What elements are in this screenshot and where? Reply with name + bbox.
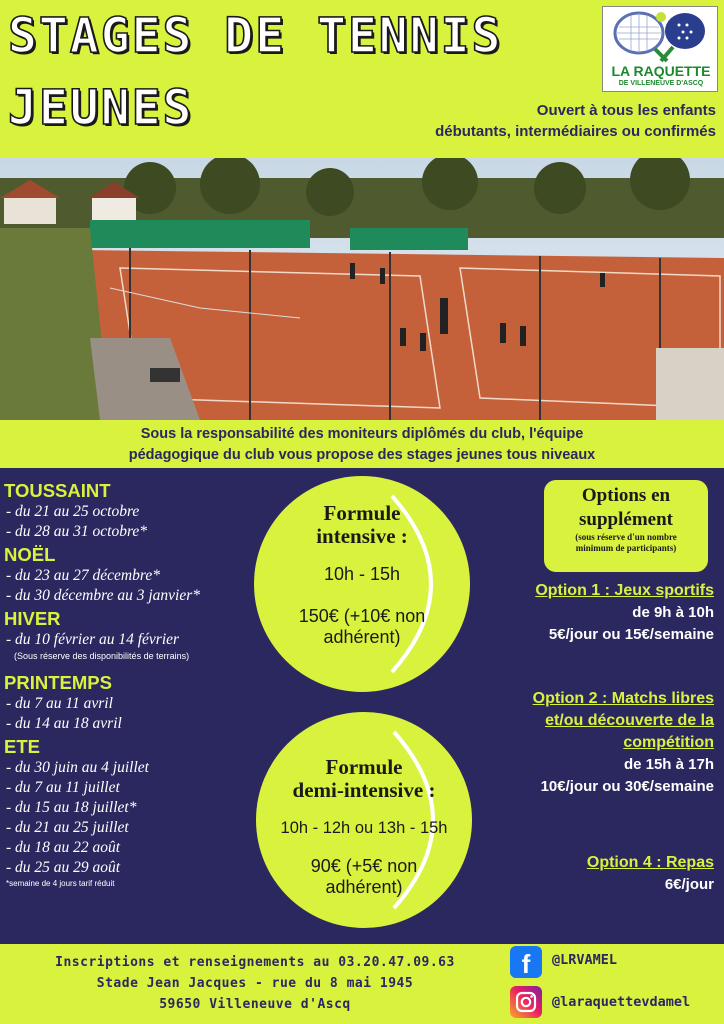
footer-line2: Stade Jean Jacques - rue du 8 mai 1945 bbox=[96, 976, 414, 991]
racket-icon bbox=[603, 7, 719, 63]
formula-intensive-title1: Formule bbox=[323, 501, 401, 525]
date-item: - du 15 au 18 juillet* bbox=[6, 799, 137, 816]
formula-semi-hours: 10h - 12h ou 13h - 15h bbox=[280, 819, 448, 837]
club-logo bbox=[602, 6, 718, 92]
dates-footnote: *semaine de 4 jours tarif réduit bbox=[6, 879, 115, 888]
option-1-price: 5€/jour ou 15€/semaine bbox=[548, 626, 714, 643]
date-item: - du 7 au 11 juillet bbox=[6, 779, 120, 796]
date-item: - du 23 au 27 décembre* bbox=[6, 567, 160, 584]
option-1 bbox=[535, 580, 714, 646]
season-noel: NOËL bbox=[4, 544, 56, 565]
option-4-price: 6€/jour bbox=[664, 876, 714, 893]
date-item: - du 14 au 18 avril bbox=[6, 715, 122, 732]
intro-line1: Sous la responsabilité des moniteurs diplômés du club, l'équipe bbox=[140, 426, 584, 442]
option-2-hours: de 15h à 17h bbox=[623, 756, 714, 773]
date-item: - du 30 juin au 4 juillet bbox=[6, 759, 149, 776]
formula-semi-price2: adhérent) bbox=[325, 877, 403, 897]
dates-column bbox=[4, 478, 294, 890]
formula-semi-title2: demi-intensive : bbox=[292, 778, 436, 802]
date-item: - du 25 au 29 août bbox=[6, 859, 121, 876]
date-item: - du 21 au 25 juillet bbox=[6, 819, 129, 836]
intro-band bbox=[0, 420, 724, 468]
option-2-heading1: Option 2 : Matchs libres bbox=[532, 690, 714, 707]
option-2-heading3: compétition bbox=[623, 734, 714, 751]
options-note-line2: minimum de participants) bbox=[575, 543, 677, 553]
logo-name: LA RAQUETTE bbox=[611, 63, 711, 79]
season-ete: ETE bbox=[4, 736, 40, 757]
date-item: - du 10 février au 14 février bbox=[6, 631, 180, 648]
options-title-line2: supplément bbox=[579, 509, 673, 530]
options-title bbox=[544, 480, 708, 532]
option-1-hours: de 9h à 10h bbox=[632, 604, 714, 621]
options-note-line1: (sous réserve d'un nombre bbox=[575, 532, 677, 542]
date-item: - du 21 au 25 octobre bbox=[6, 503, 140, 520]
footer-band bbox=[0, 944, 724, 1024]
season-printemps: PRINTEMPS bbox=[4, 672, 112, 693]
option-1-heading: Option 1 : Jeux sportifs bbox=[535, 582, 714, 599]
option-4-heading: Option 4 : Repas bbox=[586, 854, 714, 871]
footer-line1: Inscriptions et renseignements au 03.20.47.09.63 bbox=[55, 955, 455, 970]
hiver-note: (Sous réserve des disponibilités de terrains) bbox=[14, 651, 190, 661]
logo-subtitle: DE VILLENEUVE D'ASCQ bbox=[618, 80, 704, 87]
option-2-heading2: et/ou découverte de la bbox=[545, 712, 714, 729]
formula-intensive-ball bbox=[254, 476, 470, 692]
instagram-icon[interactable] bbox=[510, 986, 542, 1018]
page-title-line2: JEUNES bbox=[8, 80, 194, 136]
tennis-courts-photo bbox=[0, 158, 724, 420]
season-hiver: HIVER bbox=[4, 608, 61, 629]
option-4 bbox=[587, 852, 714, 896]
formula-semi-title1: Formule bbox=[325, 755, 403, 779]
formula-semi-price1: 90€ (+5€ non bbox=[310, 856, 418, 876]
date-item: - du 28 au 31 octobre* bbox=[6, 523, 148, 540]
tagline-line1: Ouvert à tous les enfants bbox=[536, 102, 716, 119]
options-box bbox=[544, 480, 708, 572]
formula-intensive-price2: adhérent) bbox=[323, 627, 401, 647]
page-title-line1: STAGES DE TENNIS bbox=[8, 8, 503, 64]
options-note bbox=[544, 532, 708, 554]
options-title-line1: Options en bbox=[581, 485, 671, 506]
season-toussaint: TOUSSAINT bbox=[4, 480, 111, 501]
footer-line3: 59650 Villeneuve d'Ascq bbox=[159, 997, 351, 1012]
footer-contact bbox=[12, 952, 498, 1015]
tagline bbox=[435, 100, 716, 142]
date-item: - du 18 au 22 août bbox=[6, 839, 121, 856]
date-item: - du 7 au 11 avril bbox=[6, 695, 113, 712]
option-2 bbox=[533, 688, 714, 798]
intro-line2: pédagogique du club vous propose des stages jeunes tous niveaux bbox=[128, 447, 596, 463]
instagram-handle[interactable]: @laraquettevdamel bbox=[552, 994, 691, 1010]
facebook-icon[interactable]: f bbox=[510, 946, 542, 978]
tagline-line2: débutants, intermédiaires ou confirmés bbox=[435, 123, 716, 140]
option-2-price: 10€/jour ou 30€/semaine bbox=[540, 778, 714, 795]
facebook-handle[interactable]: @LRVAMEL bbox=[552, 952, 618, 968]
formula-intensive-hours: 10h - 15h bbox=[323, 564, 401, 584]
formula-intensive-title2: intensive : bbox=[316, 524, 408, 548]
header-band bbox=[0, 0, 724, 158]
formula-intensive-price1: 150€ (+10€ non bbox=[298, 606, 426, 626]
formula-semi-ball bbox=[256, 712, 472, 928]
date-item: - du 30 décembre au 3 janvier* bbox=[6, 587, 200, 604]
